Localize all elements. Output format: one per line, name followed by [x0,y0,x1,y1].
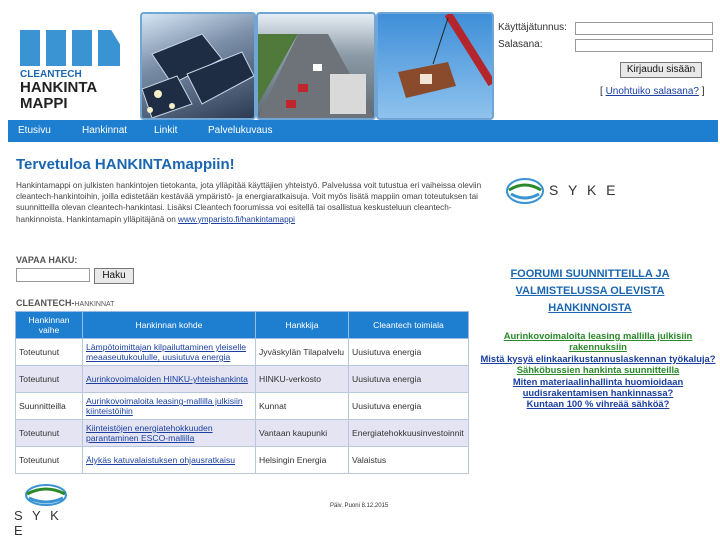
nav-hankinnat[interactable]: Hankinnat [82,125,128,136]
cell-kohde-link[interactable]: Älykäs katuvalaistuksen ohjausratkaisu [86,455,236,465]
cell-vaihe: Toteutunut [16,366,83,393]
header-photo-highway-traffic [256,12,376,120]
password-label: Salasana: [498,39,543,50]
foorumi-link-vihrea-sahko[interactable]: Kuntaan 100 % vihreää sähköä? [526,398,670,410]
cell-toimiala: Valaistus [349,447,469,474]
cell-hankkija: Kunnat [256,393,349,420]
cell-hankkija: Helsingin Energia [256,447,349,474]
cell-toimiala: Energiatehokkuusinvestoinnit [349,420,469,447]
cell-kohde-link[interactable]: Aurinkovoimaloiden HINKU-yhteishankinta [86,374,248,384]
logo-text-hankinta: HANKINTA [20,79,98,96]
username-input[interactable] [575,22,713,35]
cleantech-logo-mark [20,30,120,66]
header-photo-crane-lift [376,12,494,120]
col-header-hankkija: Hankkija [256,312,349,339]
cell-toimiala: Uusiutuva energia [349,366,469,393]
cell-hankkija: HINKU-verkosto [256,366,349,393]
cell-kohde-link[interactable]: Lämpötoimittajan kilpailuttaminen yleiselle meaaseutukoululle, uusiutuva energia [86,342,247,362]
foorumi-link-elinkaari[interactable]: Mistä kysyä elinkaarikustannuslaskennan työkaluja? [480,352,716,364]
forgot-password-row [600,86,705,97]
main-nav-bar [8,120,718,142]
col-header-vaihe: Hankinnan vaihe [16,312,83,339]
nav-etusivu[interactable]: Etusivu [18,125,51,136]
syke-logo [505,176,625,206]
cell-kohde [83,339,256,366]
cell-kohde [83,393,256,420]
nav-linkit[interactable]: Linkit [154,125,178,136]
forgot-password-link[interactable]: Unohtuiko salasana? [605,86,699,97]
procurement-table [15,311,469,474]
cell-kohde [83,420,256,447]
cell-hankkija: Jyväskylän Tilapalvelu [256,339,349,366]
table-row [16,339,469,366]
foorumi-link-sahkobussit[interactable]: Sähköbussien hankinta suunnitteilla [516,364,680,376]
header-photo-solar-panels [140,12,256,120]
foorumi-link-materiaali[interactable]: Miten materiaalinhallinta huomioidaan uudisrakentamisen hankinnassa? [512,375,684,399]
foorumi-title[interactable] [490,266,690,317]
cell-toimiala: Uusiutuva energia [349,339,469,366]
cell-hankkija: Vantaan kaupunki [256,420,349,447]
table-label-main: CLEANTECH- [16,298,75,308]
foorumi-link-aurinkovoimala[interactable]: Aurinkovoimaloita leasing mallilla julkisiin rakennuksiin [503,330,693,353]
footer-bar [0,482,720,540]
table-label-sub: HANKINNAT [74,301,115,308]
logo-text-cleantech: CLEANTECH [20,69,82,80]
foorumi-title-line-3[interactable]: HANKINNOISTA [548,302,632,314]
footer-syke-wave-icon [24,482,68,508]
table-row [16,420,469,447]
cell-vaihe: Toteutunut [16,420,83,447]
syke-wave-icon [505,176,545,206]
footer-date: Päiv. Puoni 8.12.2015 [330,503,389,509]
intro-text: Hankintamappi on julkisten hankintojen tietokanta, jota ylläpitää käyttäjien yhteistyö. Palvelussa voit tutustua eri vaiheissa oleviin cleantech-hankintoihin, joilla edistetään kestävää ympäristö- ja energiaratkaisuja. Voit myös lisätä mappiin oman toteutuksen tai suunnitteilla olevan cleantech-hankintasi. Lisäksi Cleantech foorumissa voi esitellä tai osallistua keskusteluun cleantech-hankinnoista. Hankintamapin ylläpitäjänä on [16,181,482,224]
cell-kohde-link[interactable]: Aurinkovoimaloita leasing-mallilla julkisiin kiinteistöihin [86,396,243,416]
forgot-bracket-open: [ [600,86,603,97]
foorumi-links [480,330,716,410]
cell-vaihe: Toteutunut [16,339,83,366]
intro-link[interactable]: www.ymparisto.fi/hankintamappi [178,214,295,224]
table-row [16,366,469,393]
cell-toimiala: Uusiutuva energia [349,393,469,420]
forgot-bracket-close: ] [701,86,705,97]
login-button[interactable]: Kirjaudu sisään [620,62,702,78]
intro-paragraph [16,180,484,225]
username-label: Käyttäjätunnus: [498,22,567,33]
footer-syke-logo [10,482,80,538]
nav-palvelukuvaus[interactable]: Palvelukuvaus [208,125,273,136]
table-row [16,393,469,420]
cell-vaihe: Suunnitteilla [16,393,83,420]
search-input[interactable] [16,268,90,282]
search-button[interactable]: Haku [94,268,134,284]
cell-kohde [83,366,256,393]
footer-syke-label: S Y K E [14,508,62,538]
search-label: VAPAA HAKU: [16,255,78,265]
foorumi-title-line-2[interactable]: VALMISTELUSSA OLEVISTA [515,285,665,297]
table-section-label [16,298,114,308]
col-header-kohde: Hankinnan kohde [83,312,256,339]
cell-vaihe: Toteutunut [16,447,83,474]
password-input[interactable] [575,39,713,52]
logo-text-mappi: MAPPI [20,95,68,112]
syke-label: S Y K E [549,182,619,198]
page-title: Tervetuloa HANKINTAmappiin! [16,156,235,173]
col-header-toimiala: Cleantech toimiala [349,312,469,339]
cell-kohde-link[interactable]: Kiinteistöjen energiatehokkuuden parantaminen ESCO-mallilla [86,423,213,443]
cell-kohde [83,447,256,474]
foorumi-title-line-1[interactable]: FOORUMI SUUNNITTEILLA JA [510,268,670,280]
table-row [16,447,469,474]
table-header-row [16,312,469,339]
